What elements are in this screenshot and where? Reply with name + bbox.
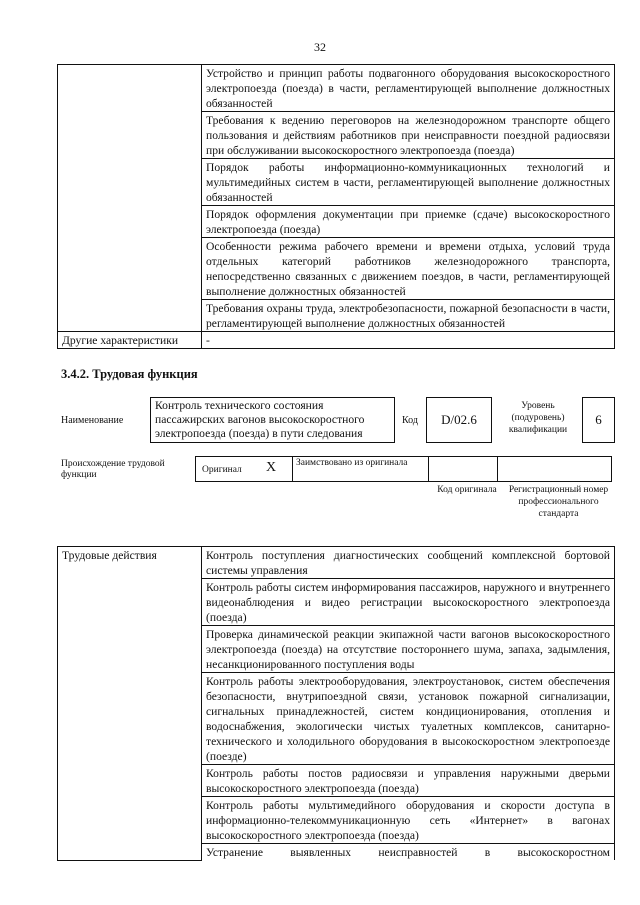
table-row: Требования охраны труда, электробезопасности, пожарной безопасности в части, регламентирующей выполнение должностных обязанностей [202,300,615,332]
table-row: Проверка динамической реакции экипажной части вагонов высокоскоростного электропоезда (поезда) на отсутствие постороннего шума, запаха, задымления, несанкционированного поступления воды [202,626,615,673]
function-code-box: D/02.6 [426,397,492,443]
table-row: Порядок оформления документации при приемке (сдаче) высокоскоростного электропоезда (поезда) [202,206,615,238]
table-row: Контроль поступления диагностических сообщений комплексной бортовой системы управления [202,547,615,579]
code-original-cell [428,456,498,482]
function-name-box: Контроль технического состояния пассажирских вагонов высокоскоростного электропоезда (поезда) в пути следования [150,397,395,443]
actions-label: Трудовые действия [58,547,202,861]
code-original-caption: Код оригинала [437,485,497,495]
reg-number-cell [497,456,612,482]
level-label: Уровень (подуровень) квалификации [508,401,568,435]
table-row: Контроль работы мультимедийного оборудования и скорости доступа в информационно-телекоммуникационную сеть «Интернет» в вагонах высокоскоростного электропоезда (поезда) [202,797,615,844]
original-label: Оригинал [202,465,242,475]
table-left-cell [58,65,202,332]
other-characteristics-value: - [202,332,615,349]
cut-row-text: Устранение выявленных неисправностей в высокоскоростном [206,846,610,859]
table-row: Порядок работы информационно-коммуникационных технологий и мультимедийных систем в части, регламентирующей выполнение должностных обязанностей [202,159,615,206]
code-label: Код [402,415,418,426]
level-box: 6 [582,397,615,443]
other-characteristics-label: Другие характеристики [58,332,202,349]
borrowed-cell: Заимствовано из оригинала [292,456,429,482]
original-mark: X [266,460,277,475]
knowledge-table [57,64,615,349]
reg-number-caption: Регистрационный номер профессионального стандарта [508,485,609,519]
original-cell [195,456,293,482]
table-row: Контроль работы систем информирования пассажиров, наружного и внутреннего видеонаблюдения и видео регистрации высокоскоростного электропоезда (поезда) [202,579,615,626]
table-row: Устройство и принцип работы подвагонного оборудования высокоскоростного электропоезда (поезда) в части, регламентирующей выполнение должностных обязанностей [202,65,615,112]
table-row: Контроль работы электрооборудования, электроустановок, систем обеспечения безопасности, внутрипоездной связи, установок пожарной сигнализации, сигнальных принадлежностей, систем кондиционирования, отопления и водоснабжения, экологически чистых туалетных комплексов, санитарно-технического и холодильного оборудования в высокоскоростном электропоезде (поезде) [202,673,615,765]
actions-table [57,546,615,861]
page-number: 32 [314,40,326,54]
table-row: Контроль работы постов радиосвязи и управления наружными дверьми высокоскоростного электропоезда (поезда) [202,765,615,797]
origin-row [196,456,615,482]
section-heading: 3.4.2. Трудовая функция [61,367,198,381]
table-row: Требования к ведению переговоров на железнодорожном транспорте общего пользования и действиям работников при неисправности поездной радиосвязи при обслуживании высокоскоростного электропоезда (поезда) [202,112,615,159]
table-row-cut [202,844,615,861]
origin-label: Происхождение трудовой функции [61,459,165,480]
table-row: Особенности режима рабочего времени и времени отдыха, условий труда отдельных категорий работников железнодорожного транспорта, непосредственно связанных с движением поездов, в части, регламентирующей выполнение должностных обязанностей [202,238,615,300]
name-label: Наименование [61,415,124,426]
